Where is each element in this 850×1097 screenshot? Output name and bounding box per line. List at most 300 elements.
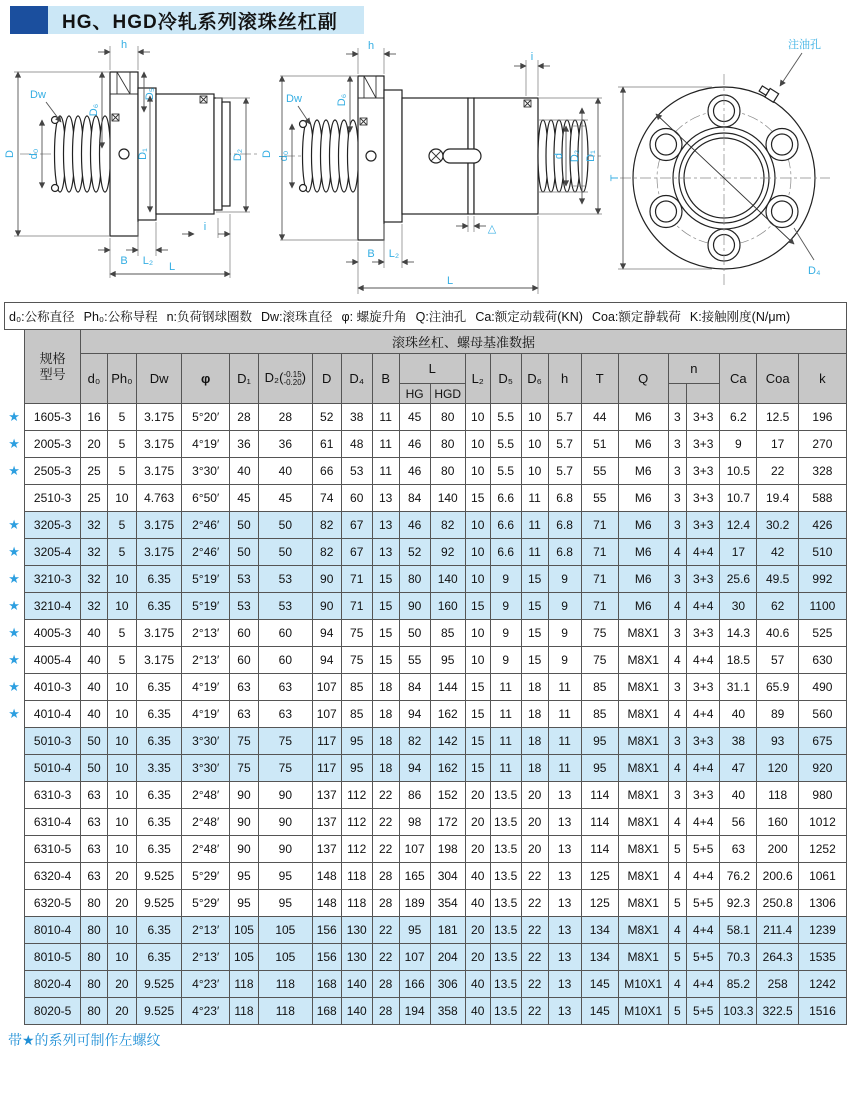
data-cell: M10X1 [618, 998, 668, 1025]
data-cell: 13 [548, 863, 581, 890]
data-cell: 6.6 [490, 512, 521, 539]
data-cell: 10.7 [720, 485, 757, 512]
data-cell: 588 [798, 485, 846, 512]
data-cell: 28 [258, 404, 312, 431]
data-cell: 15 [521, 620, 548, 647]
data-cell: 211.4 [757, 917, 798, 944]
data-cell: 168 [312, 998, 341, 1025]
data-cell: 10 [465, 620, 490, 647]
model-cell: 8020-4 [25, 971, 81, 998]
data-cell: 112 [341, 782, 372, 809]
data-cell: 40 [720, 782, 757, 809]
col-header-n: n [668, 354, 720, 384]
star-icon: ★ [4, 404, 25, 431]
data-cell: 13 [372, 485, 399, 512]
data-cell: 5 [107, 431, 136, 458]
data-cell: M6 [618, 404, 668, 431]
star-icon: ★ [4, 674, 25, 701]
data-cell: 40.6 [757, 620, 798, 647]
data-cell: 63 [81, 782, 108, 809]
data-cell: 130 [341, 944, 372, 971]
data-cell: 85 [430, 620, 465, 647]
data-cell: 250.8 [757, 890, 798, 917]
data-cell: 9 [548, 647, 581, 674]
data-cell: 4 [668, 647, 687, 674]
data-cell: 114 [581, 836, 618, 863]
data-cell: 112 [341, 836, 372, 863]
data-cell: 32 [81, 539, 108, 566]
data-cell: 63 [81, 809, 108, 836]
data-cell: 992 [798, 566, 846, 593]
data-cell: 16 [81, 404, 108, 431]
data-cell: 40 [81, 701, 108, 728]
data-cell: 11 [490, 755, 521, 782]
data-cell: 3 [668, 728, 687, 755]
data-cell: 36 [258, 431, 312, 458]
data-cell: 10 [107, 809, 136, 836]
data-cell: 3 [668, 485, 687, 512]
data-cell: 9 [490, 593, 521, 620]
data-cell: 36 [229, 431, 258, 458]
data-cell: 20 [81, 431, 108, 458]
data-cell: 3°30′ [182, 755, 230, 782]
dim-label-Dw: Dw [30, 89, 46, 101]
dim-label-d0: d₀ [278, 150, 290, 162]
data-cell: 1535 [798, 944, 846, 971]
table-row [4, 512, 847, 539]
data-cell: 22 [521, 917, 548, 944]
data-cell: 13 [548, 971, 581, 998]
data-cell: 80 [430, 404, 465, 431]
data-cell: 84 [399, 485, 430, 512]
legend-item: K:接触刚度(N/μm) [689, 310, 791, 324]
data-cell: 20 [465, 809, 490, 836]
model-cell: 2505-3 [25, 458, 81, 485]
data-cell: 1306 [798, 890, 846, 917]
data-cell: 93 [757, 728, 798, 755]
data-cell: 137 [312, 836, 341, 863]
data-cell: 40 [81, 647, 108, 674]
data-cell: 15 [372, 620, 399, 647]
data-cell: 20 [465, 944, 490, 971]
data-cell: 20 [521, 836, 548, 863]
table-row [4, 971, 847, 998]
table-row [4, 836, 847, 863]
data-cell: 6.35 [136, 593, 182, 620]
data-cell: 30.2 [757, 512, 798, 539]
data-cell: 40 [465, 971, 490, 998]
data-cell: 22 [372, 836, 399, 863]
data-cell: 18 [521, 701, 548, 728]
data-cell: M8X1 [618, 755, 668, 782]
double-nut-body [358, 76, 538, 240]
dim-label-B: B [120, 255, 128, 267]
data-cell: 107 [312, 674, 341, 701]
title-accent-square [10, 6, 48, 34]
data-cell: 11 [548, 755, 581, 782]
data-cell: 13 [372, 539, 399, 566]
data-cell: 3 [668, 566, 687, 593]
data-cell: 18 [372, 755, 399, 782]
model-cell: 4005-3 [25, 620, 81, 647]
data-cell: 2°13′ [182, 620, 230, 647]
data-cell: 22 [372, 782, 399, 809]
spec-model-header: 规格 型号 [25, 330, 81, 404]
col-header-d0: d₀ [81, 354, 108, 404]
data-cell: 9 [548, 566, 581, 593]
data-cell: 4 [668, 593, 687, 620]
data-cell: 2°13′ [182, 917, 230, 944]
data-cell: 118 [341, 890, 372, 917]
data-cell: 13 [548, 917, 581, 944]
data-cell: 38 [720, 728, 757, 755]
data-cell: 56 [720, 809, 757, 836]
data-cell: 15 [465, 701, 490, 728]
data-cell: 60 [341, 485, 372, 512]
data-cell: 10 [465, 512, 490, 539]
data-cell: 1516 [798, 998, 846, 1025]
data-cell: 117 [312, 755, 341, 782]
data-cell: 5 [107, 620, 136, 647]
data-cell: 264.3 [757, 944, 798, 971]
data-cell: 4°23′ [182, 998, 230, 1025]
data-cell: 85 [581, 674, 618, 701]
data-cell: 4°23′ [182, 971, 230, 998]
data-cell: 168 [312, 971, 341, 998]
data-cell: 50 [229, 512, 258, 539]
col-header-D4: D₄ [341, 354, 372, 404]
model-cell: 8010-4 [25, 917, 81, 944]
data-cell: 5.7 [548, 458, 581, 485]
data-cell: 5 [668, 836, 687, 863]
data-cell: 9 [548, 593, 581, 620]
star-empty [4, 485, 25, 512]
data-cell: 189 [399, 890, 430, 917]
data-cell: 95 [229, 863, 258, 890]
data-cell: 50 [229, 539, 258, 566]
data-cell: 13.5 [490, 782, 521, 809]
data-cell: 105 [229, 917, 258, 944]
data-cell: 10 [521, 404, 548, 431]
data-cell: 71 [581, 512, 618, 539]
model-cell: 3205-3 [25, 512, 81, 539]
data-cell: 92.3 [720, 890, 757, 917]
data-cell: M6 [618, 485, 668, 512]
data-cell: 137 [312, 809, 341, 836]
data-cell: 181 [430, 917, 465, 944]
data-cell: 55 [399, 647, 430, 674]
data-cell: 560 [798, 701, 846, 728]
data-cell: 5.5 [490, 431, 521, 458]
data-cell: 50 [258, 539, 312, 566]
data-cell: 13 [548, 809, 581, 836]
data-cell: 63 [258, 674, 312, 701]
data-cell: 9 [490, 566, 521, 593]
data-cell: 80 [81, 890, 108, 917]
data-cell: 80 [81, 998, 108, 1025]
data-cell: 95 [229, 890, 258, 917]
data-cell: 304 [430, 863, 465, 890]
data-cell: 4+4 [687, 863, 720, 890]
drawing-flange-front-view [608, 36, 848, 298]
data-cell: 58.1 [720, 917, 757, 944]
col-header-h: h [548, 354, 581, 404]
data-cell: 63 [258, 701, 312, 728]
data-cell: 137 [312, 782, 341, 809]
data-cell: 160 [430, 593, 465, 620]
star-empty [4, 836, 25, 863]
data-cell: 3 [668, 674, 687, 701]
data-cell: 125 [581, 890, 618, 917]
data-cell: 4°19′ [182, 701, 230, 728]
data-cell: 60 [258, 620, 312, 647]
col-header-Ph0: Ph₀ [107, 354, 136, 404]
data-cell: 13 [548, 836, 581, 863]
table-row [4, 944, 847, 971]
data-cell: 94 [312, 620, 341, 647]
data-cell: 4 [668, 971, 687, 998]
data-cell: 53 [229, 593, 258, 620]
data-cell: 32 [81, 566, 108, 593]
model-cell: 4010-3 [25, 674, 81, 701]
data-cell: M8X1 [618, 647, 668, 674]
data-cell: 80 [81, 971, 108, 998]
data-cell: 95 [581, 728, 618, 755]
data-cell: 20 [465, 917, 490, 944]
star-empty [4, 890, 25, 917]
data-cell: 85 [341, 701, 372, 728]
data-cell: 118 [341, 863, 372, 890]
drawing-hgd-side-view [276, 36, 608, 298]
data-cell: 90 [258, 782, 312, 809]
data-cell: 160 [757, 809, 798, 836]
data-cell: 90 [312, 566, 341, 593]
data-cell: 358 [430, 998, 465, 1025]
dim-label-D-left: D [4, 150, 16, 158]
data-cell: 70.3 [720, 944, 757, 971]
data-cell: 94 [399, 755, 430, 782]
oil-hole-label: 注油孔 [788, 39, 821, 51]
data-cell: 3.175 [136, 539, 182, 566]
data-cell: M8X1 [618, 863, 668, 890]
data-cell: M6 [618, 458, 668, 485]
dim-label-D2: D₂ [569, 149, 581, 163]
data-cell: 80 [399, 566, 430, 593]
model-cell: 6310-4 [25, 809, 81, 836]
data-cell: 5 [668, 998, 687, 1025]
data-cell: 15 [465, 593, 490, 620]
title-strip [48, 6, 364, 34]
model-cell: 4010-4 [25, 701, 81, 728]
data-cell: 6.35 [136, 728, 182, 755]
data-cell: 107 [399, 944, 430, 971]
data-cell: 5+5 [687, 890, 720, 917]
data-cell: 55 [581, 485, 618, 512]
data-cell: 11 [548, 728, 581, 755]
star-icon: ★ [4, 458, 25, 485]
data-cell: 71 [581, 566, 618, 593]
data-cell: 80 [81, 944, 108, 971]
data-cell: 50 [258, 512, 312, 539]
data-cell: 32 [81, 593, 108, 620]
data-cell: M8X1 [618, 890, 668, 917]
data-cell: 11 [521, 512, 548, 539]
model-cell: 3205-4 [25, 539, 81, 566]
model-cell: 6310-3 [25, 782, 81, 809]
data-cell: 4+4 [687, 809, 720, 836]
data-cell: M8X1 [618, 701, 668, 728]
data-cell: 65.9 [757, 674, 798, 701]
data-cell: 22 [521, 998, 548, 1025]
data-cell: 11 [521, 485, 548, 512]
data-cell: 306 [430, 971, 465, 998]
data-cell: 82 [312, 512, 341, 539]
star-empty [4, 863, 25, 890]
data-cell: 90 [399, 593, 430, 620]
data-cell: 162 [430, 701, 465, 728]
data-cell: 6.2 [720, 404, 757, 431]
data-cell: 10 [107, 485, 136, 512]
model-cell: 6310-5 [25, 836, 81, 863]
data-cell: 80 [430, 458, 465, 485]
data-cell: M8X1 [618, 782, 668, 809]
data-cell: 15 [372, 647, 399, 674]
data-cell: 162 [430, 755, 465, 782]
data-cell: 75 [229, 755, 258, 782]
data-cell: 18 [521, 728, 548, 755]
data-cell: 20 [107, 890, 136, 917]
table-row [4, 647, 847, 674]
data-cell: 10 [107, 593, 136, 620]
data-cell: 95 [258, 863, 312, 890]
data-cell: 48 [341, 431, 372, 458]
data-cell: 13.5 [490, 809, 521, 836]
data-cell: 3.175 [136, 647, 182, 674]
data-cell: 71 [341, 566, 372, 593]
col-header-L2: L₂ [465, 354, 490, 404]
dim-label-D1: D₁ [585, 150, 597, 162]
data-cell: 20 [521, 782, 548, 809]
legend-item: n:负荷钢球圈数 [166, 310, 253, 324]
legend-item: Coa:额定静载荷 [591, 310, 681, 324]
technical-drawings [4, 36, 850, 298]
data-cell: 118 [229, 998, 258, 1025]
data-cell: 156 [312, 944, 341, 971]
data-cell: 166 [399, 971, 430, 998]
dim-label-D1: D₁ [137, 148, 149, 160]
data-cell: 22 [757, 458, 798, 485]
data-cell: 2°13′ [182, 647, 230, 674]
data-cell: 11 [548, 674, 581, 701]
data-cell: 46 [399, 431, 430, 458]
data-cell: 22 [521, 863, 548, 890]
model-cell: 4005-4 [25, 647, 81, 674]
data-cell: 4+4 [687, 647, 720, 674]
dim-label-d0: d₀ [28, 148, 40, 160]
col-header-Ca: Ca [720, 354, 757, 404]
star-icon: ★ [4, 431, 25, 458]
data-cell: 525 [798, 620, 846, 647]
data-cell: 9 [490, 647, 521, 674]
data-cell: 117 [312, 728, 341, 755]
data-cell: 9.525 [136, 890, 182, 917]
star-empty [4, 971, 25, 998]
data-cell: M8X1 [618, 620, 668, 647]
col-header-phi: φ [182, 354, 230, 404]
data-cell: 4°19′ [182, 674, 230, 701]
data-cell: 10 [107, 836, 136, 863]
data-cell: 40 [81, 620, 108, 647]
star-icon: ★ [4, 512, 25, 539]
model-cell: 6320-5 [25, 890, 81, 917]
dim-label-D5: D₅ [144, 87, 156, 101]
data-cell: 114 [581, 809, 618, 836]
data-cell: 60 [229, 647, 258, 674]
data-cell: 28 [372, 998, 399, 1025]
data-cell: 11 [372, 458, 399, 485]
data-cell: 95 [341, 755, 372, 782]
data-cell: 6.6 [490, 539, 521, 566]
data-cell: 3+3 [687, 782, 720, 809]
data-cell: 3+3 [687, 485, 720, 512]
data-cell: 107 [399, 836, 430, 863]
data-cell: 14.3 [720, 620, 757, 647]
data-cell: 15 [521, 566, 548, 593]
star-empty [4, 755, 25, 782]
data-cell: 18 [372, 728, 399, 755]
data-cell: 105 [258, 944, 312, 971]
data-cell: 5.5 [490, 404, 521, 431]
data-cell: 140 [430, 566, 465, 593]
data-cell: M8X1 [618, 809, 668, 836]
data-cell: 11 [372, 431, 399, 458]
data-cell: 120 [757, 755, 798, 782]
data-cell: 75 [581, 647, 618, 674]
data-cell: 3+3 [687, 512, 720, 539]
data-cell: 63 [81, 863, 108, 890]
data-cell: 75 [229, 728, 258, 755]
data-cell: 148 [312, 863, 341, 890]
data-cell: 63 [81, 836, 108, 863]
legend-item: φ: 螺旋升角 [341, 310, 407, 324]
data-cell: 60 [258, 647, 312, 674]
data-cell: 60 [229, 620, 258, 647]
data-cell: 80 [430, 431, 465, 458]
star-empty [4, 782, 25, 809]
data-cell: 52 [399, 539, 430, 566]
data-cell: 3+3 [687, 458, 720, 485]
dim-label-D4: D₄ [808, 265, 821, 277]
data-cell: 71 [581, 539, 618, 566]
data-cell: 18 [521, 674, 548, 701]
data-cell: 12.5 [757, 404, 798, 431]
data-cell: 675 [798, 728, 846, 755]
data-cell: 57 [757, 647, 798, 674]
data-cell: 13.5 [490, 998, 521, 1025]
table-row [4, 728, 847, 755]
data-cell: 920 [798, 755, 846, 782]
col-header-Coa: Coa [757, 354, 798, 404]
data-cell: 18 [521, 755, 548, 782]
data-cell: 9 [548, 620, 581, 647]
model-cell: 3210-4 [25, 593, 81, 620]
data-cell: 3.175 [136, 620, 182, 647]
table-row [4, 431, 847, 458]
dim-label-L: L [446, 275, 454, 287]
data-cell: 118 [757, 782, 798, 809]
data-cell: 18 [372, 674, 399, 701]
data-cell: 172 [430, 809, 465, 836]
